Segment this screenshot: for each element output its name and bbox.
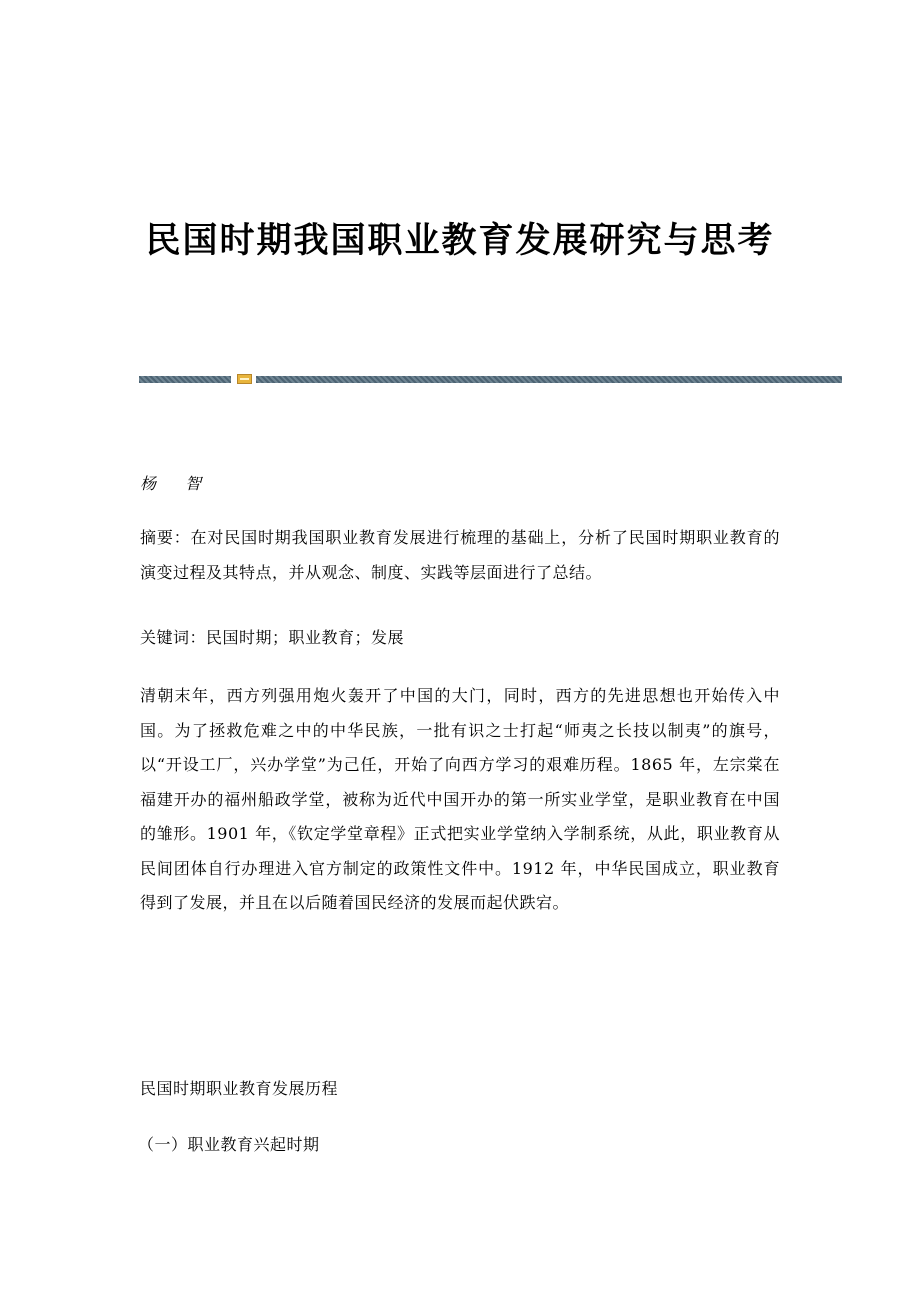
- keywords: 关键词：民国时期；职业教育；发展: [140, 628, 405, 647]
- title-divider: [139, 374, 842, 384]
- divider-badge-icon: [237, 374, 252, 384]
- author-name: 杨 智: [140, 474, 214, 493]
- divider-bar-right: [256, 376, 842, 383]
- body-paragraph: 清朝末年，西方列强用炮火轰开了中国的大门，同时，西方的先进思想也开始传入中国。为了拯救危难之中的中华民族，一批有识之士打起“师夷之长技以制夷”的旗号，以“开设工厂，兴办学堂”为己任，开始了向西方学习的艰难历程。1865 年，左宗棠在福建开办的福州船政学堂，被称为近代中国开办的第一所实业学堂，是职业教育在中国的雏形。1901 年，《钦定学堂章程》正式把实业学堂纳入学制系统，从此，职业教育从民间团体自行办理进入官方制定的政策性文件中。1912 年，中华民国成立，职业教育得到了发展，并且在以后随着国民经济的发展而起伏跌宕。: [140, 686, 780, 912]
- document-title: 民国时期我国职业教育发展研究与思考: [145, 220, 775, 261]
- subsection-heading: （一）职业教育兴起时期: [138, 1135, 320, 1154]
- divider-bar-left: [139, 376, 231, 383]
- abstract: 摘要：在对民国时期我国职业教育发展进行梳理的基础上，分析了民国时期职业教育的演变过程及其特点，并从观念、制度、实践等层面进行了总结。: [140, 528, 780, 582]
- section-heading: 民国时期职业教育发展历程: [140, 1079, 339, 1098]
